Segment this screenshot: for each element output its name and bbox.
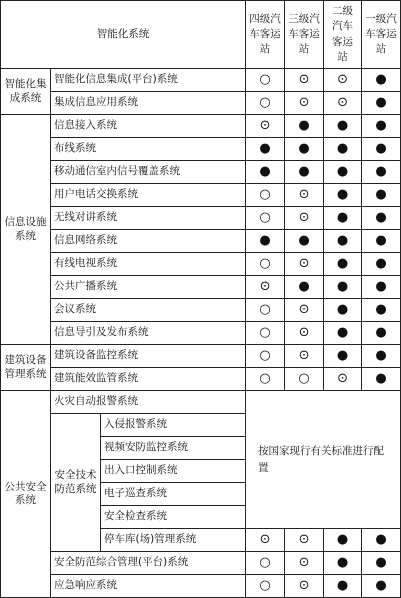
level-mark: ● (285, 138, 324, 161)
header-level-3: 三级汽车客运站 (285, 1, 324, 69)
level-mark: ● (362, 368, 401, 391)
level-mark: ● (246, 230, 285, 253)
level-mark: ● (324, 345, 362, 368)
level-mark: ● (246, 161, 285, 184)
level-mark: ○ (246, 207, 285, 230)
config-note: 按国家现行有关标准进行配置 (246, 391, 401, 529)
level-mark: ● (324, 207, 362, 230)
level-mark: ● (324, 552, 362, 575)
system-name: 信息导引及发布系统 (51, 322, 246, 345)
level-mark: ● (362, 529, 401, 552)
level-mark: ⊙ (285, 345, 324, 368)
level-mark: ⊙ (285, 184, 324, 207)
level-mark: ⊙ (285, 92, 324, 115)
header-level-1: 一级汽车客运站 (362, 1, 401, 69)
header-level-2: 二级汽车客运站 (324, 1, 362, 69)
system-name: 信息网络系统 (51, 230, 246, 253)
level-mark: ○ (246, 253, 285, 276)
system-name: 安全检查系统 (101, 506, 246, 529)
system-name: 智能化信息集成(平台)系统 (51, 69, 246, 92)
level-mark: ● (362, 161, 401, 184)
group-label: 公共安全系统 (1, 391, 51, 598)
level-mark: ⊙ (324, 368, 362, 391)
level-mark: ● (362, 138, 401, 161)
group-label: 信息设施系统 (1, 115, 51, 345)
system-name: 火灾自动报警系统 (51, 391, 246, 414)
table-row (1, 207, 401, 230)
level-mark: ⊙ (285, 207, 324, 230)
table-row (1, 92, 401, 115)
level-mark: ● (324, 138, 362, 161)
level-mark: ● (362, 184, 401, 207)
level-mark: ⊙ (324, 92, 362, 115)
group-label: 智能化集成系统 (1, 69, 51, 115)
table-row (1, 69, 401, 92)
level-mark: ○ (246, 368, 285, 391)
table-row (1, 345, 401, 368)
system-name: 信息接入系统 (51, 115, 246, 138)
level-mark: ● (362, 299, 401, 322)
table-row (1, 230, 401, 253)
level-mark: ⊙ (246, 276, 285, 299)
header-title: 智能化系统 (1, 1, 246, 69)
table-row (1, 138, 401, 161)
system-name: 电子巡查系统 (101, 483, 246, 506)
table-row (1, 161, 401, 184)
system-name: 无线对讲系统 (51, 207, 246, 230)
table-row (1, 253, 401, 276)
system-name: 公共广播系统 (51, 276, 246, 299)
system-name: 入侵报警系统 (101, 414, 246, 437)
level-mark: ⊙ (324, 69, 362, 92)
level-mark: ● (285, 276, 324, 299)
system-name: 移动通信室内信号覆盖系统 (51, 161, 246, 184)
level-mark: ○ (246, 322, 285, 345)
level-mark: ● (285, 115, 324, 138)
level-mark: ○ (246, 552, 285, 575)
header-level-4: 四级汽车客运站 (246, 1, 285, 69)
level-mark: ● (362, 575, 401, 598)
level-mark: ● (324, 184, 362, 207)
level-mark: ⊙ (285, 253, 324, 276)
level-mark: ● (362, 69, 401, 92)
level-mark: ● (285, 230, 324, 253)
table-row (1, 322, 401, 345)
level-mark: ● (324, 161, 362, 184)
level-mark: ⊙ (285, 529, 324, 552)
level-mark: ● (246, 138, 285, 161)
system-name: 建筑设备监控系统 (51, 345, 246, 368)
level-mark: ● (324, 299, 362, 322)
table-row (1, 368, 401, 391)
level-mark: ○ (246, 69, 285, 92)
level-mark: ⊙ (285, 575, 324, 598)
system-name: 用户电话交换系统 (51, 184, 246, 207)
level-mark: ● (362, 345, 401, 368)
table-row (1, 115, 401, 138)
level-mark: ● (362, 207, 401, 230)
system-name: 安全防范综合管理(平台)系统 (51, 552, 246, 575)
table-row (1, 184, 401, 207)
level-mark: ⊙ (246, 529, 285, 552)
level-mark: ○ (246, 184, 285, 207)
level-mark: ⊙ (285, 299, 324, 322)
level-mark: ● (324, 253, 362, 276)
level-mark: ○ (285, 368, 324, 391)
level-mark: ○ (246, 575, 285, 598)
system-name: 有线电视系统 (51, 253, 246, 276)
level-mark: ○ (246, 299, 285, 322)
system-name: 应急响应系统 (51, 575, 246, 598)
system-name: 集成信息应用系统 (51, 92, 246, 115)
level-mark: ● (362, 253, 401, 276)
level-mark: ○ (246, 345, 285, 368)
level-mark: ● (324, 575, 362, 598)
level-mark: ⊙ (246, 115, 285, 138)
subgroup-label: 安全技术防范系统 (51, 414, 101, 552)
group-label: 建筑设备管理系统 (1, 345, 51, 391)
level-mark: ● (324, 115, 362, 138)
level-mark: ● (362, 92, 401, 115)
system-name: 建筑能效监管系统 (51, 368, 246, 391)
level-mark: ● (362, 552, 401, 575)
table-row (1, 552, 401, 575)
level-mark: ● (324, 322, 362, 345)
level-mark: ● (362, 276, 401, 299)
system-name: 停车库(场)管理系统 (101, 529, 246, 552)
table-row (1, 276, 401, 299)
system-name: 视频安防监控系统 (101, 437, 246, 460)
system-name: 布线系统 (51, 138, 246, 161)
level-mark: ● (362, 115, 401, 138)
table-row (1, 575, 401, 598)
level-mark: ● (324, 276, 362, 299)
system-name: 会议系统 (51, 299, 246, 322)
level-mark: ⊙ (285, 552, 324, 575)
level-mark: ● (324, 529, 362, 552)
level-mark: ● (362, 230, 401, 253)
level-mark: ● (362, 322, 401, 345)
system-name: 出入口控制系统 (101, 460, 246, 483)
header-row (1, 1, 401, 69)
level-mark: ⊙ (285, 69, 324, 92)
level-mark: ⊙ (285, 322, 324, 345)
level-mark: ● (285, 161, 324, 184)
table-row (1, 299, 401, 322)
table-row (1, 391, 401, 414)
level-mark: ● (324, 230, 362, 253)
level-mark: ○ (246, 92, 285, 115)
